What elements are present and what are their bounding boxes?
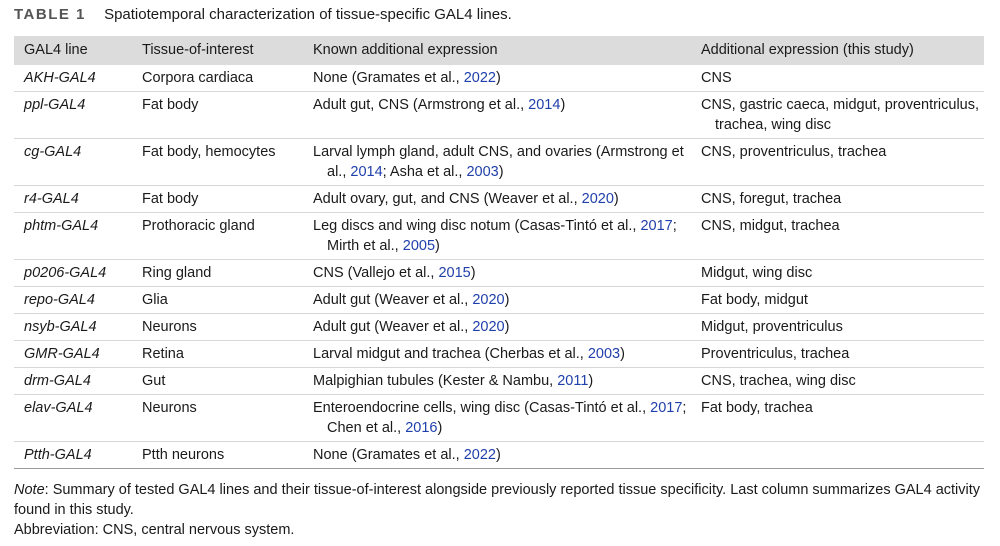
table-row [14,395,984,442]
header-tissue-of-interest: Tissue-of-interest [132,36,303,65]
table-caption [14,6,512,23]
tissue-cell: Neurons [132,395,303,442]
expression-text: ) [504,319,510,335]
citation-year-link[interactable]: 2020 [472,319,505,335]
known-expression-cell [303,341,691,368]
gal4-line-cell: phtm-GAL4 [14,213,132,260]
gal4-table [14,36,984,469]
study-expression-cell [691,442,984,469]
tissue-cell: Fat body [132,186,303,213]
tissue-cell: Neurons [132,314,303,341]
gal4-line-cell: GMR-GAL4 [14,341,132,368]
tissue-cell: Ptth neurons [132,442,303,469]
gal4-line-cell: p0206-GAL4 [14,260,132,287]
citation-year-link[interactable]: 2016 [405,420,438,436]
citation-year-link[interactable]: 2003 [587,346,621,362]
expression-text: Malpighian tubules (Kester & Nambu, [313,373,558,389]
gal4-line-cell: nsyb-GAL4 [14,314,132,341]
gal4-line-cell: AKH-GAL4 [14,65,132,92]
expression-text: Larval midgut and trachea (Cherbas et al., [313,346,588,362]
table-row [14,442,984,469]
table-title: Spatiotemporal characterization of tissue-specific GAL4 lines. [104,6,512,23]
citation-year-link[interactable]: 2020 [581,191,614,207]
expression-text: Adult ovary, gut, and CNS (Weaver et al., [313,191,582,207]
header-study-expression: Additional expression (this study) [691,36,984,65]
gal4-line-cell: repo-GAL4 [14,287,132,314]
known-expression-cell [303,442,691,469]
expression-text: Leg discs and wing disc notum (Casas-Tintó et al., [313,218,641,234]
citation-year-link[interactable]: 2022 [463,447,496,463]
table-row [14,186,984,213]
table-row [14,341,984,368]
table-row [14,92,984,139]
header-known-expression: Known additional expression [303,36,691,65]
expression-text: Enteroendocrine cells, wing disc (Casas-Tintó et al., [313,400,651,416]
expression-text: ) [560,97,566,113]
known-expression-cell [303,92,691,139]
citation-year-link[interactable]: 2017 [640,218,673,234]
expression-text: ) [504,292,510,308]
citation-year-link[interactable]: 2017 [650,400,683,416]
citation-year-link[interactable]: 2014 [528,97,561,113]
known-expression-cell [303,65,691,92]
study-expression-cell: Fat body, trachea [691,395,984,442]
known-expression-cell [303,395,691,442]
known-expression-cell [303,260,691,287]
known-expression-cell [303,213,691,260]
known-expression-cell [303,186,691,213]
expression-text: None (Gramates et al., [313,447,464,463]
table-note [14,480,984,520]
study-expression-cell: Midgut, wing disc [691,260,984,287]
expression-text: ) [495,70,501,86]
expression-text: ) [613,191,619,207]
study-expression-cell: CNS, proventriculus, trachea [691,139,984,186]
expression-text: ) [435,238,440,254]
citation-year-link[interactable]: 2005 [402,238,436,254]
study-expression-cell: CNS [691,65,984,92]
note-label: Note [14,482,45,498]
known-expression-cell [303,287,691,314]
table-body [14,65,984,469]
gal4-line-cell: Ptth-GAL4 [14,442,132,469]
known-expression-cell [303,139,691,186]
expression-text: Larval lymph gland, adult CNS, and ovaries (Armstrong et al., [313,144,684,180]
table-row [14,213,984,260]
expression-text: ) [498,164,504,180]
tissue-cell: Prothoracic gland [132,213,303,260]
citation-year-link[interactable]: 2011 [557,373,589,389]
tissue-cell: Fat body [132,92,303,139]
tissue-cell: Glia [132,287,303,314]
citation-year-link[interactable]: 2020 [472,292,505,308]
table-row [14,260,984,287]
tissue-cell: Retina [132,341,303,368]
gal4-line-cell: ppl-GAL4 [14,92,132,139]
expression-text: ; Mirth et al., [327,218,677,254]
citation-year-link[interactable]: 2003 [466,164,499,180]
table-row [14,368,984,395]
table-row [14,65,984,92]
expression-text: ) [620,346,625,362]
study-expression-cell: Proventriculus, trachea [691,341,984,368]
study-expression-cell: CNS, gastric caeca, midgut, proventriculus, trachea, wing disc [691,92,984,139]
header-gal4-line: GAL4 line [14,36,132,65]
gal4-line-cell: cg-GAL4 [14,139,132,186]
tissue-cell: Gut [132,368,303,395]
table-row [14,139,984,186]
citation-year-link[interactable]: 2015 [438,265,471,281]
known-expression-cell [303,368,691,395]
expression-text: ; Chen et al., [327,400,687,436]
study-expression-cell: CNS, midgut, trachea [691,213,984,260]
expression-text: None (Gramates et al., [313,70,464,86]
study-expression-cell: CNS, foregut, trachea [691,186,984,213]
expression-text: ; Asha et al., [382,164,467,180]
expression-text: Adult gut (Weaver et al., [313,319,473,335]
gal4-line-cell: elav-GAL4 [14,395,132,442]
table-row [14,314,984,341]
gal4-line-cell: drm-GAL4 [14,368,132,395]
expression-text: ) [437,420,443,436]
expression-text: CNS (Vallejo et al., [313,265,439,281]
tissue-cell: Corpora cardiaca [132,65,303,92]
known-expression-cell [303,314,691,341]
expression-text: Adult gut (Weaver et al., [313,292,473,308]
study-expression-cell: Fat body, midgut [691,287,984,314]
gal4-line-cell: r4-GAL4 [14,186,132,213]
citation-year-link[interactable]: 2014 [350,164,383,180]
expression-text: ) [588,373,594,389]
note-text: : Summary of tested GAL4 lines and their tissue-of-interest alongside previously reported tissue specificity. Last column summarizes GAL4 activity found in this study. [14,482,981,518]
table-label: TABLE 1 [14,6,86,23]
study-expression-cell: Midgut, proventriculus [691,314,984,341]
tissue-cell: Fat body, hemocytes [132,139,303,186]
abbreviation-note: Abbreviation: CNS, central nervous system. [14,522,295,538]
study-expression-cell: CNS, trachea, wing disc [691,368,984,395]
tissue-cell: Ring gland [132,260,303,287]
table-row [14,287,984,314]
expression-text: ) [470,265,476,281]
header-row [14,36,984,65]
expression-text: Adult gut, CNS (Armstrong et al., [313,97,529,113]
citation-year-link[interactable]: 2022 [463,70,496,86]
expression-text: ) [495,447,501,463]
